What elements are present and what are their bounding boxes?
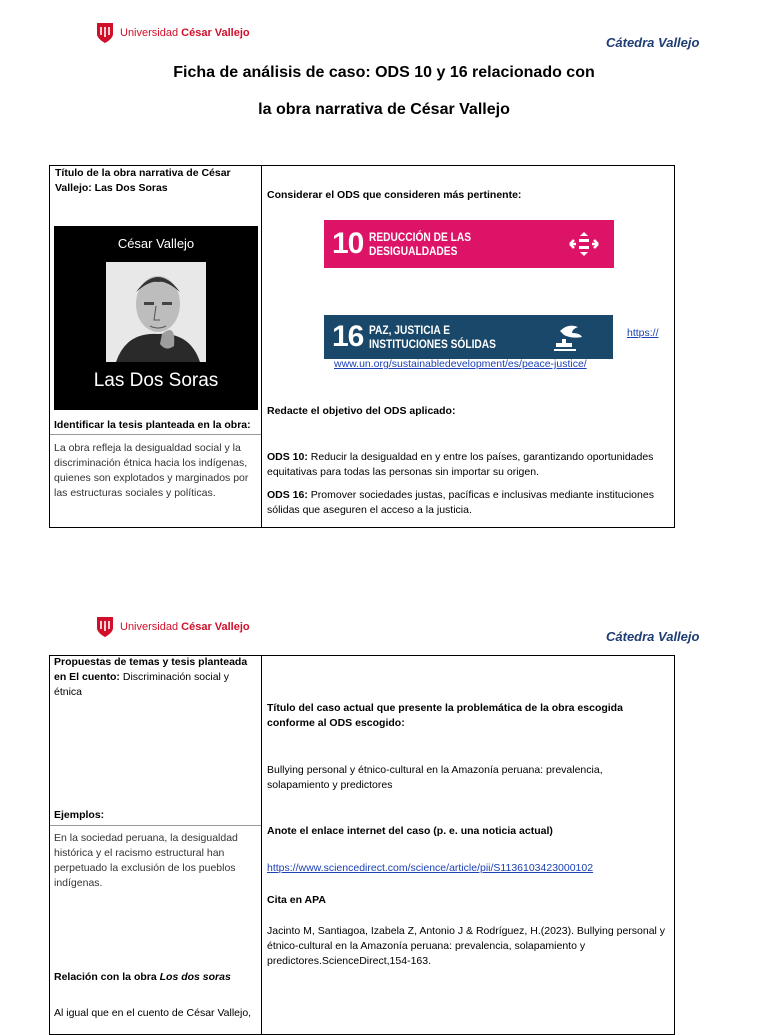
caso-text: Bullying personal y étnico-cultural en la Amazonía peruana: prevalencia, solapamiento y predictores xyxy=(267,764,603,791)
propuestas-label: Propuestas de temas y tesis planteada en El cuento: xyxy=(54,656,248,683)
university-logo-page2 xyxy=(96,616,250,638)
relacion-italic: Los dos soras xyxy=(159,971,231,983)
shield-icon xyxy=(96,616,114,638)
ods16-line2: INSTITUCIONES SÓLIDAS xyxy=(369,337,497,351)
ods16-badge xyxy=(324,315,613,359)
equality-icon xyxy=(568,230,600,258)
apa-citation: Jacinto M, Santiagoa, Izabela Z, Antonio J & Rodríguez, H.(2023). Bullying personal y étnico-cultural en la Amazonía peruana: prevalencia, solapamiento y predictores.ScienceDirect,154-163. xyxy=(267,925,666,967)
catedra-label: Cátedra Vallejo xyxy=(606,35,700,50)
logo-text-plain: Universidad xyxy=(120,27,182,39)
ods16-objective-text: Promover sociedades justas, pacíficas e inclusivas mediante instituciones sólidas que aseguren el acceso a la justicia. xyxy=(267,489,654,516)
page-title-line-2: la obra narrativa de César Vallejo xyxy=(258,101,510,118)
logo-text-bold: César Vallejo xyxy=(181,27,250,39)
relacion-text: Al igual que en el cuento de César Vallejo, xyxy=(54,1007,252,1019)
relacion-label: Relación con la obra xyxy=(54,971,160,983)
consider-ods-label: Considerar el ODS que consideren más pertinente: xyxy=(267,189,522,201)
ods10-number: 10 xyxy=(332,227,364,260)
book-cover-image xyxy=(54,226,258,410)
ods10-objective-text: Reducir la desigualdad en y entre los países, garantizando oportunidades equitativas para todas las personas sin importar su origen. xyxy=(267,451,654,478)
enlace-label: Anote el enlace internet del caso (p. e. una noticia actual) xyxy=(267,825,553,837)
ods-link-part1[interactable]: https:// xyxy=(627,327,659,339)
propuestas xyxy=(54,655,259,700)
ods16-objective-label: ODS 16: xyxy=(267,489,308,501)
objective-label: Redacte el objetivo del ODS aplicado: xyxy=(267,405,456,417)
catedra-label-page2: Cátedra Vallejo xyxy=(606,629,700,644)
portrait-image xyxy=(106,262,206,362)
dove-gavel-icon xyxy=(550,321,586,353)
tesis-divider xyxy=(50,434,261,435)
ods16-number: 16 xyxy=(332,320,364,353)
table-divider xyxy=(261,165,262,528)
ods-link-part2[interactable]: www.un.org/sustainabledevelopment/es/peace-justice/ xyxy=(334,358,587,370)
logo-text-bold: César Vallejo xyxy=(181,621,250,633)
ods10-line2: DESIGUALDADES xyxy=(369,244,458,258)
ods10-objective-label: ODS 10: xyxy=(267,451,308,463)
ods16-objective xyxy=(267,488,667,518)
apa-label: Cita en APA xyxy=(267,894,326,906)
relacion-heading xyxy=(54,970,259,985)
ejemplos-label: Ejemplos: xyxy=(54,809,105,821)
ods16-line1: PAZ, JUSTICIA E xyxy=(369,323,451,337)
ods10-objective xyxy=(267,450,667,480)
ejemplos-divider xyxy=(50,825,261,826)
ejemplos-text: En la sociedad peruana, la desigualdad histórica y el racismo estructural han perpetuado la exclusión de los pueblos indígenas. xyxy=(54,832,238,889)
propuestas-value: Discriminación social y étnica xyxy=(54,671,230,698)
case-table-divider xyxy=(261,655,262,1035)
university-logo xyxy=(96,22,250,44)
caso-label: Título del caso actual que presente la problemática de la obra escogida conforme al ODS escogido: xyxy=(267,702,623,729)
ods10-badge xyxy=(324,220,614,268)
tesis-text: La obra refleja la desigualdad social y la discriminación étnica hacia los indígenas, quienes son explotados y marginados por las estructuras sociales y políticas. xyxy=(54,442,249,499)
logo-text-plain: Universidad xyxy=(120,621,182,633)
cover-title: Las Dos Soras xyxy=(93,370,219,391)
obra-label: Título de la obra narrativa de César Vallejo: Las Dos Soras xyxy=(55,167,231,194)
case-link[interactable]: https://www.sciencedirect.com/science/article/pii/S1136103423000102 xyxy=(267,862,594,874)
tesis-label: Identificar la tesis planteada en la obra: xyxy=(54,419,251,431)
ods10-line1: REDUCCIÓN DE LAS xyxy=(369,230,472,244)
shield-icon xyxy=(96,22,114,44)
cover-author: César Vallejo xyxy=(117,236,195,251)
page-title-line-1: Ficha de análisis de caso: ODS 10 y 16 relacionado con xyxy=(173,64,595,81)
